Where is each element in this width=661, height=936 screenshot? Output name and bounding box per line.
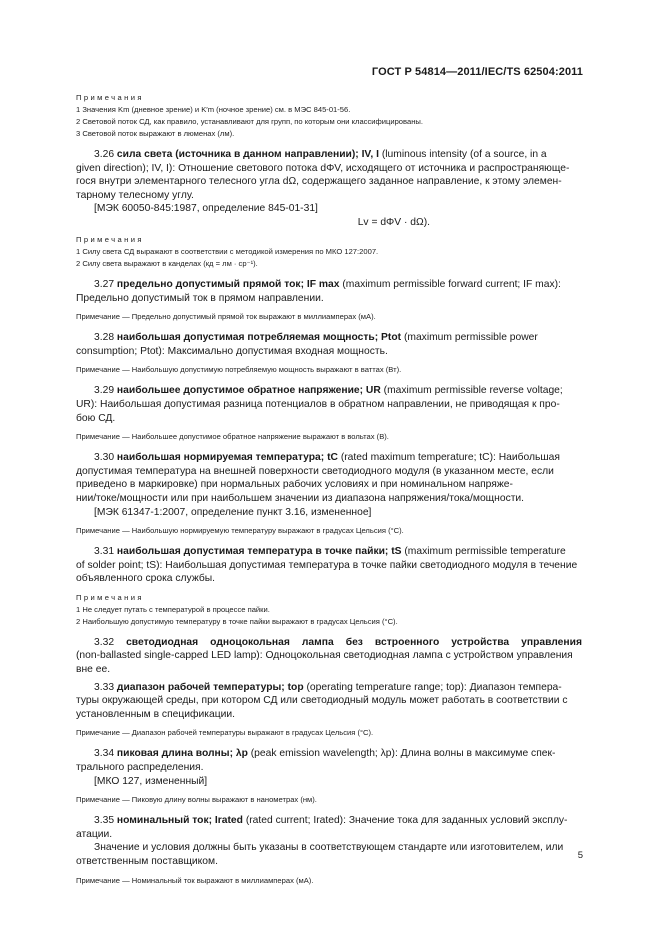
note-item: 2 Световой поток СД, как правило, устанавливают для групп, по которым они классифицированы. xyxy=(76,117,423,126)
note: Примечание — Наибольшую нормируемую температуру выражают в градусах Цельсия (°С). xyxy=(76,526,404,536)
clause-number: 3.26 xyxy=(94,149,115,160)
clause-number: 3.29 xyxy=(94,385,115,397)
clause-number: 3.30 xyxy=(94,452,115,464)
note: Примечание — Диапазон рабочей температуры выражают в градусах Цельсия (°С). xyxy=(76,728,374,738)
note: Примечание — Номинальный ток выражают в миллиамперах (мА). xyxy=(76,875,314,885)
term-text-line: of solder point; tS): Наибольшая допустимая температура в точке пайки светодиодного модуля в течение xyxy=(76,559,578,571)
term-text-line: UR): Наибольшая допустимая разница потенциалов в обратном направлении, не приводящая к про- xyxy=(76,398,560,410)
term-3-27 xyxy=(76,278,582,292)
term-text-line: тарному телесному углу. xyxy=(76,189,194,201)
term-text-line: Значение и условия должны быть указаны в соответствующем стандарте или изготовителем, или xyxy=(94,842,564,854)
notes-label: Примечания xyxy=(76,592,144,602)
term-3-32 xyxy=(76,636,582,650)
term-name: предельно допустимый прямой ток; IF max xyxy=(116,278,340,290)
term-text-line: допустимая температура на внешней поверхности светодиодного модуля (в указанном месте, если xyxy=(76,465,554,477)
term-text-line: гося внутри элементарного телесного угла dΩ, содержащего заданное направление, к этому элемен- xyxy=(76,176,562,188)
formula: Lv = dΦV · dΩ). xyxy=(357,216,430,228)
term-text-line: приведено в маркировке) при нормальных рабочих условиях и при номинальном напряже- xyxy=(76,479,513,491)
note-item: 2 Силу света выражают в канделах (кд = лм · ср⁻¹). xyxy=(76,258,258,268)
term-name: сила света (источника в данном направлении); IV, I xyxy=(116,149,379,160)
term-text-line: туры окружающей среды, при котором СД или светодиодный модуль может работать в соответствии с xyxy=(76,695,568,707)
term-3-26 xyxy=(76,148,582,162)
term-text: (peak emission wavelength; λp): Длина волны в максимуме спек- xyxy=(247,748,556,760)
term-text-line: установленным в спецификации. xyxy=(76,708,235,720)
term-text-line: трального распределения. xyxy=(76,762,204,774)
note: Примечание — Наибольшее допустимое обратное напряжение выражают в вольтах (В). xyxy=(76,432,389,442)
term-text: (rated maximum temperature; tC): Наибольшая xyxy=(337,452,560,464)
note-item: 2 Наибольшую допустимую температуру в точке пайки выражают в градусах Цельсия (°С). xyxy=(76,616,398,626)
page-content xyxy=(76,92,582,887)
clause-number: 3.34 xyxy=(94,748,115,760)
clause-number: 3.28 xyxy=(94,332,115,344)
term-3-28 xyxy=(76,331,582,345)
notes-label: Примечания xyxy=(76,93,144,102)
term-text-line: нии/токе/мощности или при наибольшем значении из диапазона напряжения/тока/мощности. xyxy=(76,492,525,504)
term-name: номинальный ток; Irated xyxy=(116,815,243,827)
term-text-line: вне ее. xyxy=(76,664,111,676)
term-text: (maximum permissible reverse voltage; xyxy=(380,385,563,397)
term-text-line: Предельно допустимый ток в прямом направлении. xyxy=(76,292,324,304)
term-text: (maximum permissible temperature xyxy=(401,546,566,558)
clause-number: 3.32 xyxy=(94,636,115,648)
note-item: 1 Не следует путать с температурой в процессе пайки. xyxy=(76,604,270,614)
term-name: наибольшая допустимая температура в точке пайки; tS xyxy=(116,546,402,558)
term-3-35 xyxy=(76,814,582,828)
note: Примечание — Предельно допустимый прямой ток выражают в миллиамперах (мА). xyxy=(76,312,376,322)
clause-number: 3.27 xyxy=(94,278,115,290)
document-header: ГОСТ Р 54814—2011/IEC/TS 62504:2011 xyxy=(371,66,583,78)
term-text-line: given direction); IV, I): Отношение светового потока dΦV, исходящего от источника и распространяюще- xyxy=(76,162,570,174)
term-text: (maximum permissible power xyxy=(401,332,538,344)
note-item: 1 Силу света СД выражают в соответствии с методикой измерения по МКО 127:2007. xyxy=(76,246,379,256)
clause-number: 3.35 xyxy=(94,815,115,827)
term-text-line: ответственным поставщиком. xyxy=(76,856,218,867)
term-text-line: бою СД. xyxy=(76,412,116,424)
term-3-29 xyxy=(76,384,582,398)
term-name: наибольшее допустимое обратное напряжение; UR xyxy=(116,385,381,397)
note-item: 1 Значения Km (дневное зрение) и K′m (ночное зрение) см. в МЭС 845-01-56. xyxy=(76,105,351,114)
term-3-34 xyxy=(76,747,582,761)
term-name: диапазон рабочей температуры; top xyxy=(116,681,304,693)
note: Примечание — Наибольшую допустимую потребляемую мощность выражают в ваттах (Вт). xyxy=(76,365,402,375)
term-text-line: (non-ballasted single-capped LED lamp): Одноцокольная светодиодная лампа с устройством управления xyxy=(76,650,573,662)
clause-number: 3.31 xyxy=(94,546,115,558)
term-name: наибольшая нормируемая температура; tC xyxy=(116,452,338,464)
term-text: (operating temperature range; top): Диапазон темпера- xyxy=(303,681,562,693)
reference: [МКО 127, измененный] xyxy=(94,775,208,787)
term-text-line: атации. xyxy=(76,828,113,840)
term-name: наибольшая допустимая потребляемая мощность; Ptot xyxy=(116,332,402,344)
clause-number: 3.33 xyxy=(94,681,115,693)
reference: [МЭК 61347-1:2007, определение пункт 3.16, измененное] xyxy=(94,506,372,518)
reference: [МЭК 60050-845:1987, определение 845-01-31] xyxy=(94,203,318,215)
term-3-30 xyxy=(76,451,582,465)
term-name: светодиодная одноцокольная лампа без встроенного устройства управления xyxy=(126,636,582,648)
term-name: пиковая длина волны; λp xyxy=(116,748,248,760)
term-text: (luminous intensity (of a source, in a xyxy=(378,149,547,160)
term-text: (rated current; Irated): Значение тока для заданных условий эксплу- xyxy=(242,815,568,827)
term-3-31 xyxy=(76,545,582,559)
term-text: (maximum permissible forward current; IF max): xyxy=(339,278,561,290)
note-item: 3 Световой поток выражают в люменах (лм). xyxy=(76,129,235,138)
term-text-line: объявленного срока службы. xyxy=(76,573,215,585)
term-text-line: consumption; Ptot): Максимально допустимая входная мощность. xyxy=(76,345,388,357)
term-3-33 xyxy=(76,681,582,695)
notes-label: Примечания xyxy=(76,234,144,244)
page-number: 5 xyxy=(577,850,583,861)
note: Примечание — Пиковую длину волны выражают в нанометрах (нм). xyxy=(76,795,317,805)
